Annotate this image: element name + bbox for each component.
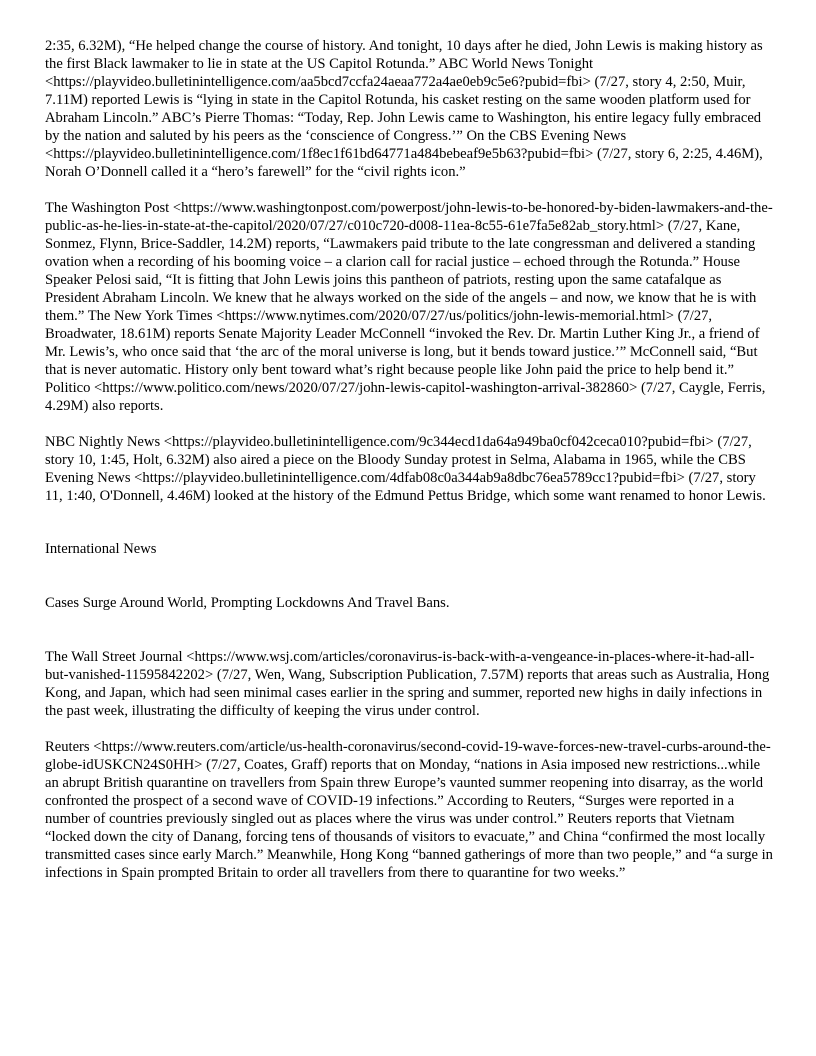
wsj-paragraph: The Wall Street Journal <https://www.wsj.com/articles/coronavirus-is-back-with-a-vengeance-in-places-where-it-had-all-but-vanished-11595842202> (7/27, Wen, Wang, Subscription Publication, 7.57M) reports that areas such as Australia, Hong Kong, and Japan, which had seen minimal cases earlier in the spring and summer, reported new highs in daily infections in the past week, illustrating the difficulty of keeping the virus under control. [45,649,770,719]
story-heading: Cases Surge Around World, Prompting Lockdowns And Travel Bans. [45,595,450,611]
reuters-paragraph: Reuters <https://www.reuters.com/article/us-health-coronavirus/second-covid-19-wave-forces-new-travel-curbs-around-the-globe-idUSKCN24S0HH> (7/27, Coates, Graff) reports that on Monday, “nations in Asia imposed new restrictions...while an abrupt British quarantine on travellers from Spain threw Europe’s vaunted summer reopening into disarray, as the world confronted the prospect of a second wave of COVID-19 infections.” According to Reuters, “Surges were reported in a number of countries previously singled out as places where the virus was under control.” Reuters reports that Vietnam “locked down the city of Danang, forcing tens of thousands of visitors to evacuate,” and China “confirmed the most locally transmitted cases since early March.” Meanwhile, Hong Kong “banned gatherings of more than two people,” and “a surge in infections in Spain prompted Britain to order all travellers from there to quarantine for two weeks.” [45,739,773,881]
section-heading: International News [45,541,157,557]
lewis-broadcast-paragraph: 2:35, 6.32M), “He helped change the course of history. And tonight, 10 days after he died, John Lewis is making history as the first Black lawmaker to lie in state at the US Capitol Rotunda.” ABC World News Tonight <https://playvideo.bulletinintelligence.com/aa5bcd7ccfa24aeaa772a4ae0eb9c5e6?pubid=fbi> (7/27, story 4, 2:50, Muir, 7.11M) reported Lewis is “lying in state in the Capitol Rotunda, his casket resting on the same wooden platform used for Abraham Lincoln.” ABC’s Pierre Thomas: “Today, Rep. John Lewis came to Washington, his entire legacy fully embraced by the nation and saluted by his peers as the ‘conscience of Congress.’” On the CBS Evening News <https://playvideo.bulletinintelligence.com/1f8ec1f61bd64771a484bebeaf9e5b63?pubid=fbi> (7/27, story 6, 2:25, 4.46M), Norah O’Donnell called it a “hero’s farewell” for the “civil rights icon.” [45,38,763,180]
lewis-history-paragraph: NBC Nightly News <https://playvideo.bulletinintelligence.com/9c344ecd1da64a949ba0cf042ceca010?pubid=fbi> (7/27, story 10, 1:45, Holt, 6.32M) also aired a piece on the Bloody Sunday protest in Selma, Alabama in 1965, while the CBS Evening News <https://playvideo.bulletinintelligence.com/4dfab08c0a344ab9a8dbc76ea5789cc1?pubid=fbi> (7/27, story 11, 1:40, O'Donnell, 4.46M) looked at the history of the Edmund Pettus Bridge, which some want renamed to honor Lewis. [45,434,766,504]
document-page [45,37,773,882]
lewis-print-paragraph: The Washington Post <https://www.washingtonpost.com/powerpost/john-lewis-to-be-honored-by-biden-lawmakers-and-the-public-as-he-lies-in-state-at-the-capitol/2020/07/27/c010c720-d008-11ea-8c55-61e7fa5e82ab_story.html> (7/27, Kane, Sonmez, Flynn, Brice-Saddler, 14.2M) reports, “Lawmakers paid tribute to the late congressman and delivered a standing ovation when a recording of his booming voice – a clarion call for racial justice – echoed through the Rotunda.” House Speaker Pelosi said, “It is fitting that John Lewis joins this pantheon of patriots, resting upon the same catafalque as President Abraham Lincoln. We knew that he always worked on the side of the angels – and now, we know that he is with them.” The New York Times <https://www.nytimes.com/2020/07/27/us/politics/john-lewis-memorial.html> (7/27, Broadwater, 18.61M) reports Senate Majority Leader McConnell “invoked the Rev. Dr. Martin Luther King Jr., a friend of Mr. Lewis’s, who once said that ‘the arc of the moral universe is long, but it bends toward justice.’” McConnell said, “But that is never automatic. History only bent toward what’s right because people like John paid the price to help bend it.” Politico <https://www.politico.com/news/2020/07/27/john-lewis-capitol-washington-arrival-382860> (7/27, Caygle, Ferris, 4.29M) also reports. [45,200,773,414]
